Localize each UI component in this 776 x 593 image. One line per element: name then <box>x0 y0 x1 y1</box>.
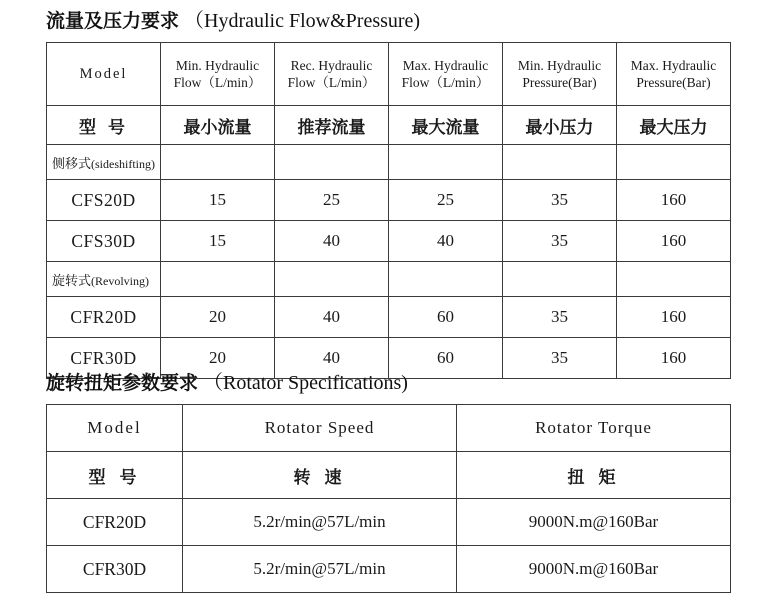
table-header-row-en <box>47 43 731 106</box>
cell-rec-flow: 25 <box>275 180 389 221</box>
cell-max-pressure: 160 <box>617 221 731 262</box>
group-label-cn: 旋转式 <box>52 273 92 289</box>
column-header-rotator-speed-en: Rotator Speed <box>183 405 457 452</box>
cell-min-flow: 20 <box>161 338 275 379</box>
flow-section-title-en: （Hydraulic Flow&Pressure) <box>184 10 421 32</box>
table-row <box>47 221 731 262</box>
cell-model: CFR20D <box>47 297 161 338</box>
group-row-spacer-3 <box>389 262 503 297</box>
cell-max-flow: 40 <box>389 221 503 262</box>
table-header-row-cn <box>47 452 731 499</box>
column-header-rotator-torque-en: Rotator Torque <box>457 405 731 452</box>
header-line-2: Flow（L/min） <box>287 75 376 90</box>
flow-section-title-cn: 流量及压力要求 <box>46 10 180 32</box>
flow-section-title <box>46 4 420 33</box>
cell-max-flow: 60 <box>389 338 503 379</box>
column-header-max-pressure-en <box>617 43 731 106</box>
table-row <box>47 297 731 338</box>
column-header-min-pressure-cn: 最小压力 <box>503 106 617 145</box>
group-row-spacer-4 <box>503 145 617 180</box>
cell-min-flow: 15 <box>161 221 275 262</box>
group-row-spacer-2 <box>275 145 389 180</box>
header-line-1: Max. Hydraulic <box>630 58 717 73</box>
cell-model: CFS30D <box>47 221 161 262</box>
cell-min-pressure: 35 <box>503 338 617 379</box>
cell-rotator-torque: 9000N.m@160Bar <box>457 546 731 593</box>
header-line-2: Flow（L/min） <box>173 75 262 90</box>
group-header-row <box>47 145 731 180</box>
cell-min-flow: 15 <box>161 180 275 221</box>
group-label-cn: 侧移式 <box>52 156 92 172</box>
header-line-2: Pressure(Bar) <box>636 75 711 90</box>
group-row-spacer-5 <box>617 145 731 180</box>
cell-rotator-speed: 5.2r/min@57L/min <box>183 499 457 546</box>
column-header-min-flow-cn: 最小流量 <box>161 106 275 145</box>
cell-min-pressure: 35 <box>503 180 617 221</box>
group-row-spacer-1 <box>161 145 275 180</box>
cell-max-pressure: 160 <box>617 180 731 221</box>
table-header-row-en <box>47 405 731 452</box>
cell-min-pressure: 35 <box>503 221 617 262</box>
cell-rotator-speed: 5.2r/min@57L/min <box>183 546 457 593</box>
header-line-1: Min. Hydraulic <box>175 58 260 73</box>
column-header-model-en: Model <box>47 405 183 452</box>
cell-model: CFR20D <box>47 499 183 546</box>
header-line-1: Min. Hydraulic <box>517 58 602 73</box>
header-line-1: Rec. Hydraulic <box>290 58 373 73</box>
group-row-spacer-3 <box>389 145 503 180</box>
cell-rotator-torque: 9000N.m@160Bar <box>457 499 731 546</box>
group-label-en: (Revolving) <box>91 273 150 288</box>
group-row-spacer-4 <box>503 262 617 297</box>
cell-rec-flow: 40 <box>275 297 389 338</box>
cell-max-pressure: 160 <box>617 297 731 338</box>
group-row-spacer-5 <box>617 262 731 297</box>
column-header-max-pressure-cn: 最大压力 <box>617 106 731 145</box>
group-row-spacer-1 <box>161 262 275 297</box>
column-header-rec-flow-cn: 推荐流量 <box>275 106 389 145</box>
column-header-model-cn: 型 号 <box>47 452 183 499</box>
column-header-model-en: Model <box>47 43 161 106</box>
cell-model: CFS20D <box>47 180 161 221</box>
cell-model: CFR30D <box>47 338 161 379</box>
group-label-sideshifting <box>47 145 161 180</box>
group-row-spacer-2 <box>275 262 389 297</box>
table-row <box>47 180 731 221</box>
header-line-1: Max. Hydraulic <box>402 58 489 73</box>
table-header-row-cn <box>47 106 731 145</box>
cell-model: CFR30D <box>47 546 183 593</box>
rotator-specifications-table <box>46 404 731 593</box>
cell-rec-flow: 40 <box>275 338 389 379</box>
cell-min-flow: 20 <box>161 297 275 338</box>
table-row <box>47 499 731 546</box>
group-header-row <box>47 262 731 297</box>
table-row <box>47 546 731 593</box>
rotator-section-title-cn: 旋转扭矩参数要求 <box>46 372 199 394</box>
cell-rec-flow: 40 <box>275 221 389 262</box>
rotator-section-title <box>46 366 408 395</box>
column-header-min-pressure-en <box>503 43 617 106</box>
column-header-rotator-speed-cn: 转 速 <box>183 452 457 499</box>
column-header-rec-flow-en <box>275 43 389 106</box>
group-label-en: (sideshifting) <box>91 156 156 171</box>
rotator-section-title-en: （Rotator Specifications) <box>203 372 408 394</box>
cell-max-pressure: 160 <box>617 338 731 379</box>
header-line-2: Pressure(Bar) <box>522 75 597 90</box>
cell-min-pressure: 35 <box>503 297 617 338</box>
column-header-rotator-torque-cn: 扭 矩 <box>457 452 731 499</box>
header-line-2: Flow（L/min） <box>401 75 490 90</box>
cell-max-flow: 60 <box>389 297 503 338</box>
group-label-revolving <box>47 262 161 297</box>
cell-max-flow: 25 <box>389 180 503 221</box>
column-header-min-flow-en <box>161 43 275 106</box>
column-header-model-cn: 型 号 <box>47 106 161 145</box>
column-header-max-flow-en <box>389 43 503 106</box>
column-header-max-flow-cn: 最大流量 <box>389 106 503 145</box>
hydraulic-flow-pressure-table <box>46 42 731 379</box>
